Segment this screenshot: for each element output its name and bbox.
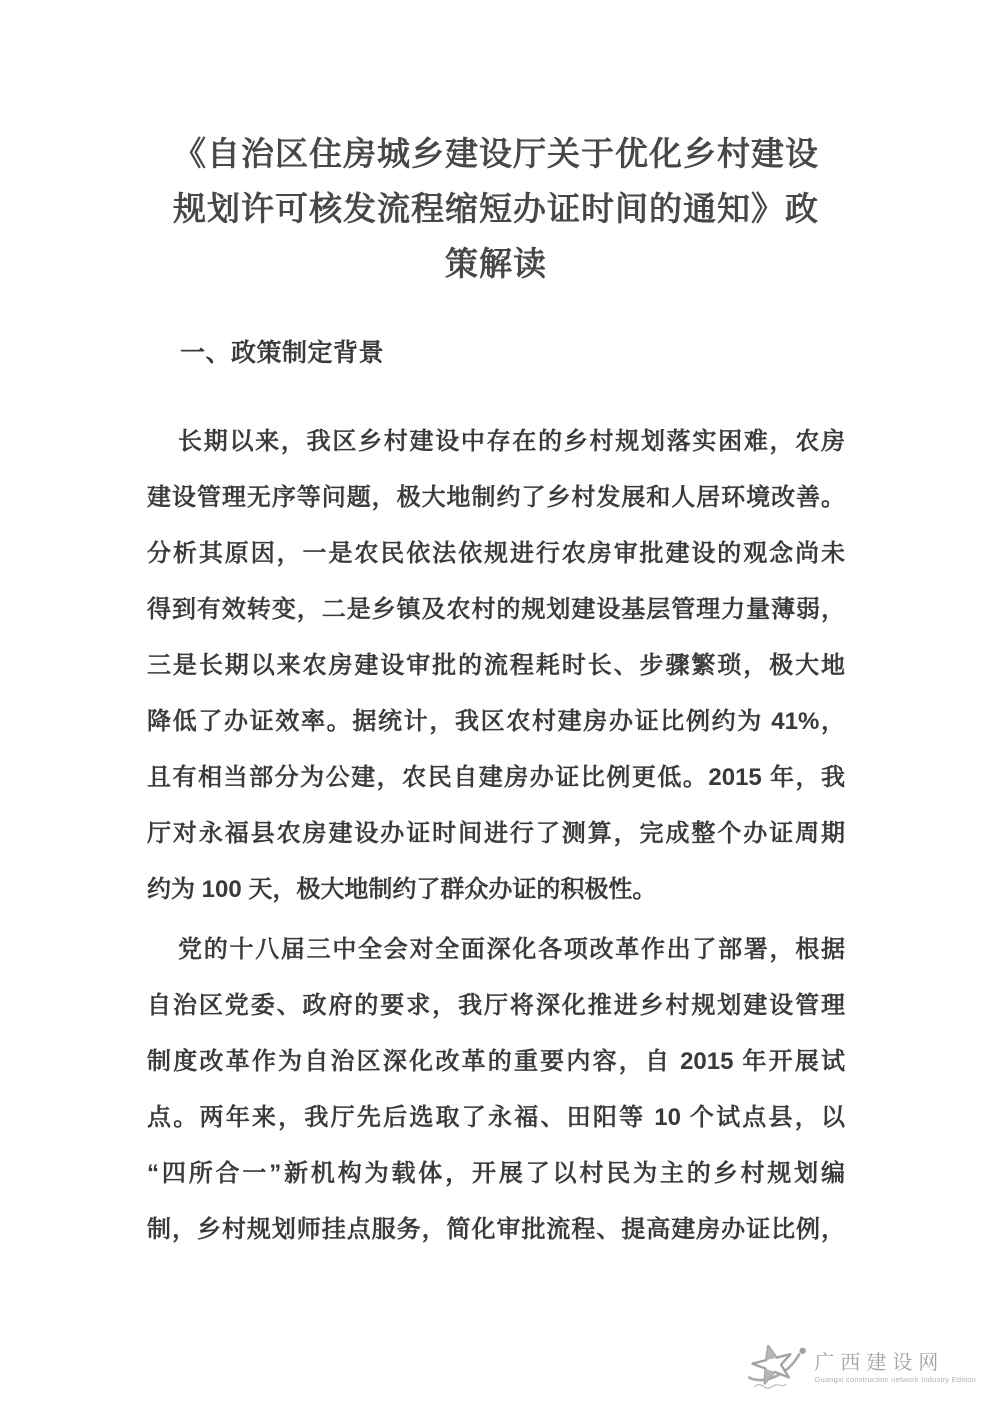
paragraph-line: 自治区党委、政府的要求，我厅将深化推进乡村规划建设管理 bbox=[147, 992, 845, 1019]
paragraph-line: 约为 100 天，极大地制约了群众办证的积极性。 bbox=[147, 876, 657, 903]
watermark-text bbox=[814, 1351, 976, 1385]
document-title bbox=[147, 126, 845, 291]
paragraph-line: 且有相当部分为公建，农民自建房办证比例更低。2015 年，我 bbox=[147, 764, 845, 791]
paragraph-line: 得到有效转变，二是乡镇及农村的规划建设基层管理力量薄弱， bbox=[147, 596, 845, 623]
title-line: 规划许可核发流程缩短办证时间的通知》政 bbox=[173, 190, 819, 227]
paragraph-line: “四所合一”新机构为载体，开展了以村民为主的乡村规划编 bbox=[147, 1160, 845, 1187]
watermark-site-name: 广西建设网 bbox=[814, 1351, 945, 1374]
title-line: 《自治区住房城乡建设厅关于优化乡村建设 bbox=[173, 135, 819, 172]
paragraph-line: 三是长期以来农房建设审批的流程耗时长、步骤繁琐，极大地 bbox=[147, 652, 845, 679]
paragraph-line: 分析其原因，一是农民依法依规进行农房审批建设的观念尚未 bbox=[147, 540, 845, 567]
paragraph-line: 党的十八届三中全会对全面深化各项改革作出了部署，根据 bbox=[178, 936, 845, 963]
paragraph-line: 降低了办证效率。据统计，我区农村建房办证比例约为 41%， bbox=[147, 708, 845, 735]
paragraph bbox=[147, 414, 845, 918]
section-heading: 一、政策制定背景 bbox=[180, 339, 385, 367]
paragraph-line: 厅对永福县农房建设办证时间进行了测算，完成整个办证周期 bbox=[147, 820, 845, 847]
watermark-tagline: Guangxi construction network Industry Edition bbox=[814, 1374, 976, 1384]
paragraph-line: 长期以来，我区乡村建设中存在的乡村规划落实困难，农房 bbox=[178, 428, 845, 455]
title-line: 策解读 bbox=[445, 245, 547, 282]
paragraph-line: 制，乡村规划师挂点服务，简化审批流程、提高建房办证比例， bbox=[147, 1216, 845, 1243]
paragraph-line: 制度改革作为自治区深化改革的重要内容，自 2015 年开展试 bbox=[147, 1048, 845, 1075]
paragraph bbox=[147, 922, 845, 1258]
star-logo-icon bbox=[744, 1340, 808, 1395]
paragraph-line: 建设管理无序等问题，极大地制约了乡村发展和人居环境改善。 bbox=[147, 484, 845, 511]
watermark bbox=[744, 1340, 976, 1395]
paragraph-line: 点。两年来，我厅先后选取了永福、田阳等 10 个试点县，以 bbox=[147, 1104, 845, 1131]
